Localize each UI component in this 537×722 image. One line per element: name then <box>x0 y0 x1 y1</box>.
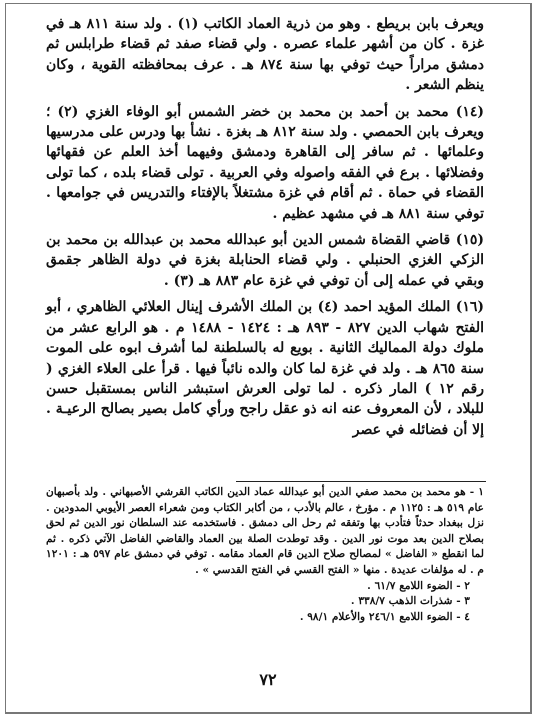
entry-16: (١٦) الملك المؤيد احمد (٤) بن الملك الأشرف إينال العلائي الظاهري ، أبو الفتح شهاب الدين ٨٢٧ - ٨٩٣ هـ : ١٤٢٤ - ١٤٨٨ م . هو الرابع عشر من ملوك دولة المماليك الثانية . بويع له بالسلطنة لما أشرف ابوه على الموت سنة ٨٦٥ هـ . ولد في غزة لما كان والده نائباً فيها . قرأ على العلاء الغزي ( رقم ١٢ ) المار ذكره . لما تولى العرش استبشر الناس بمستقبل حسن للبلاد ، لأن المعروف عنه انه ذو عقل راجح ورأي كامل بصير بصالح الرعيـة . إلا أن فضائله في عصر <box>46 299 484 438</box>
page-number: ٧٢ <box>259 670 277 689</box>
footnote-2: ٢ - الضوء اللامع ٦١/٧ . <box>367 579 470 592</box>
footnote-3: ٣ - شذرات الذهب ٣٣٨/٧ . <box>350 595 470 608</box>
entry-15: (١٥) قاضي القضاة شمس الدين أبو عبدالله محمد بن عبدالله بن محمد بن الزكي الغزي الحنبلي . ولي قضاء الحنابلة بغزة في دولة الظاهر جقمق وبقي في عمله إلى أن توفي في غزة عام ٨٨٣ هـ (٣) . <box>46 232 484 289</box>
footnote-4: ٤ - الضوء اللامع ٢٤٦/١ والأعلام ٩٨/١ . <box>299 610 470 623</box>
scanned-page <box>5 3 532 714</box>
footnote-divider <box>236 481 486 482</box>
main-text <box>46 14 484 446</box>
footnotes <box>46 485 484 625</box>
entry-14: (١٤) محمد بن أحمد بن محمد بن خضر الشمس أبو الوفاء الغزي (٢) ؛ ويعرف بابن الحمصي . ولد سنة ٨١٢ هـ بغزة . نشأ بها ودرس على مدرسيها وعلمائها . ثم سافر إلى القاهرة ودمشق وفيهما أخذ العلم عن فقهائها وفضلائها . برع في الفقه واصوله وفي العربية . تولى قضاء بلده ، كما تولى القضاء في حماة . ثم أقام في غزة مشتغلاً بالإفتاء والتدريس في جوامعها . توفي سنة ٨٨١ هـ في مشهد عظيم . <box>46 103 484 222</box>
footnote-1: ١ - هو محمد بن محمد صفي الدين أبو عبدالله عماد الدين الكاتب القرشي الأصبهاني . ولد بأصبهان عام ٥١٩ هـ : ١١٢٥ م . مؤرخ ، عالم بالأدب ، من أكابر الكتاب ومن شعراء العصر الأيوبي المدودين . نزل ببغداد حدثاً فتأدب بها وتفقه ثم رحل الى دمشق . فاستخدمه عند السلطان نور الدين ثم لحق بصلاح الدين بعد موت نور الدين . وقد توطدت الصلة بين العماد والقاضي الفاضل الآتي ذكره . ثم لما انقطع « الفاضل » لمصالح صلاح الدين قام العماد مقامه . توفي في دمشق عام ٥٩٧ هـ : ١٢٠١ م . له مؤلفات عديدة . منها « الفتح القسي في الفتح القدسي » . <box>46 486 484 576</box>
paragraph-intro: ويعرف بابن بريطع . وهو من ذرية العماد الكاتب (١) . ولد سنة ٨١١ هـ في غزة . كان من أشهر علماء عصره . ولي قضاء صفد ثم قضاء طرابلس ثم دمشق مراراً حيث توفي بها سنة ٨٧٤ هـ . عرف بمحافظته القوية ، وكان ينظم الشعر . <box>46 16 484 94</box>
